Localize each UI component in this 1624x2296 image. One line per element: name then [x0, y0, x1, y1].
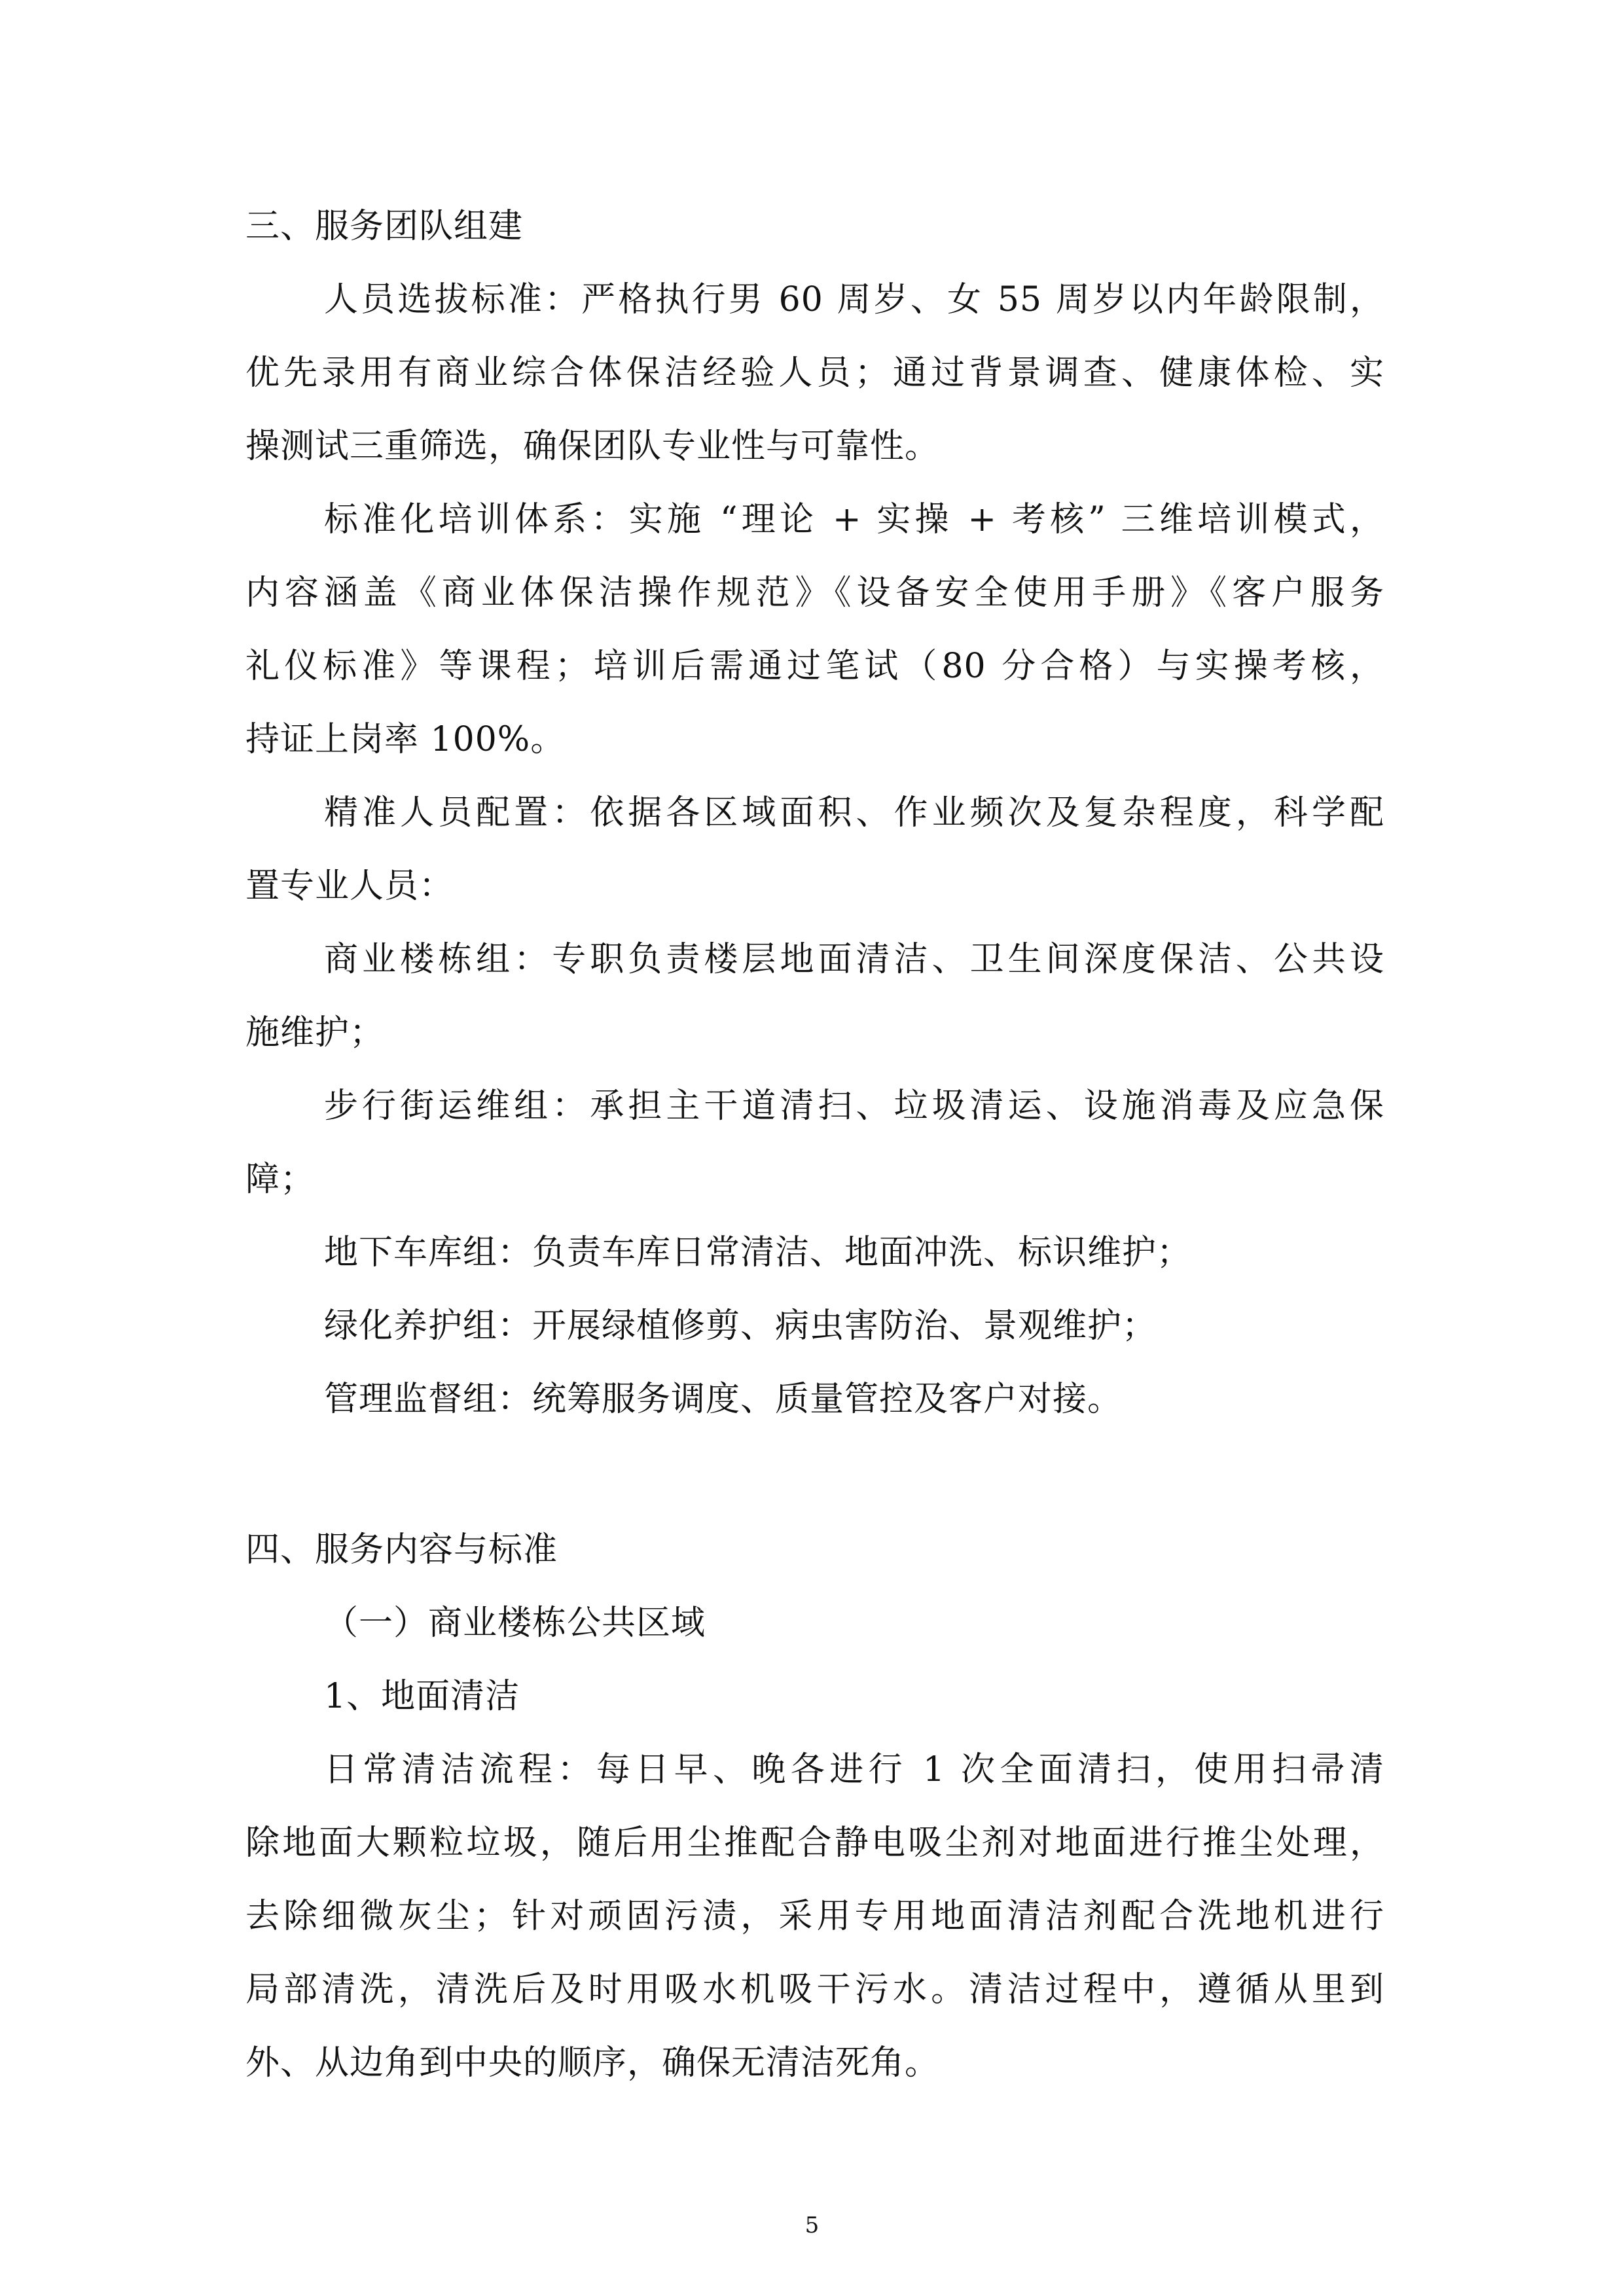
paragraph-line: 局部清洗，清洗后及时用吸水机吸干污水。清洁过程中，遵循从里到 — [245, 1970, 1384, 2009]
paragraph-line: 商业楼栋组：专职负责楼层地面清洁、卫生间深度保洁、公共设 — [324, 940, 1384, 979]
paragraph-line: 地下车库组：负责车库日常清洁、地面冲洗、标识维护； — [324, 1233, 1192, 1272]
page-content — [245, 190, 1384, 2100]
paragraph-line: 内容涵盖《商业体保洁操作规范》《设备安全使用手册》《客户服务 — [245, 573, 1384, 613]
paragraph-line: 日常清洁流程：每日早、晚各进行 1 次全面清扫，使用扫帚清 — [324, 1750, 1384, 1789]
paragraph-line: 障； — [245, 1160, 316, 1199]
paragraph-line: 优先录用有商业综合体保洁经验人员；通过背景调查、健康体检、实 — [245, 353, 1384, 393]
paragraph-line: 精准人员配置：依据各区域面积、作业频次及复杂程度，科学配 — [324, 793, 1384, 833]
paragraph-line: 置专业人员： — [245, 867, 454, 906]
paragraph-line: 外、从边角到中央的顺序，确保无清洁死角。 — [245, 2043, 940, 2083]
paragraph-line: 步行街运维组：承担主干道清扫、垃圾清运、设施消毒及应急保 — [324, 1086, 1384, 1126]
page-number: 5 — [804, 2212, 820, 2238]
section-3-heading: 三、服务团队组建 — [245, 207, 524, 246]
paragraph-line: 绿化养护组：开展绿植修剪、病虫害防治、景观维护； — [324, 1306, 1157, 1346]
paragraph-line: 礼仪标准》等课程；培训后需通过笔试（80 分合格）与实操考核， — [245, 647, 1384, 686]
paragraph-line: 去除细微灰尘；针对顽固污渍，采用专用地面清洁剂配合洗地机进行 — [245, 1897, 1384, 1936]
paragraph-line: 持证上岗率 100%。 — [245, 720, 566, 759]
item-heading: 1、地面清洁 — [324, 1677, 520, 1716]
paragraph-line: 除地面大颗粒垃圾，随后用尘推配合静电吸尘剂对地面进行推尘处理， — [245, 1823, 1384, 1863]
section-4-heading: 四、服务内容与标准 — [245, 1530, 558, 1570]
paragraph-line: 操测试三重筛选，确保团队专业性与可靠性。 — [245, 427, 940, 466]
paragraph-line: 管理监督组：统筹服务调度、质量管控及客户对接。 — [324, 1380, 1123, 1419]
section-spacer — [245, 1436, 1384, 1513]
paragraph-line: 人员选拔标准：严格执行男 60 周岁、女 55 周岁以内年龄限制， — [324, 280, 1384, 319]
paragraph-line: 标准化培训体系：实施 “理论 + 实操 + 考核” 三维培训模式， — [324, 500, 1384, 539]
paragraph-line: 施维护； — [245, 1013, 385, 1052]
subsection-heading: （一）商业楼栋公共区域 — [324, 1604, 706, 1643]
